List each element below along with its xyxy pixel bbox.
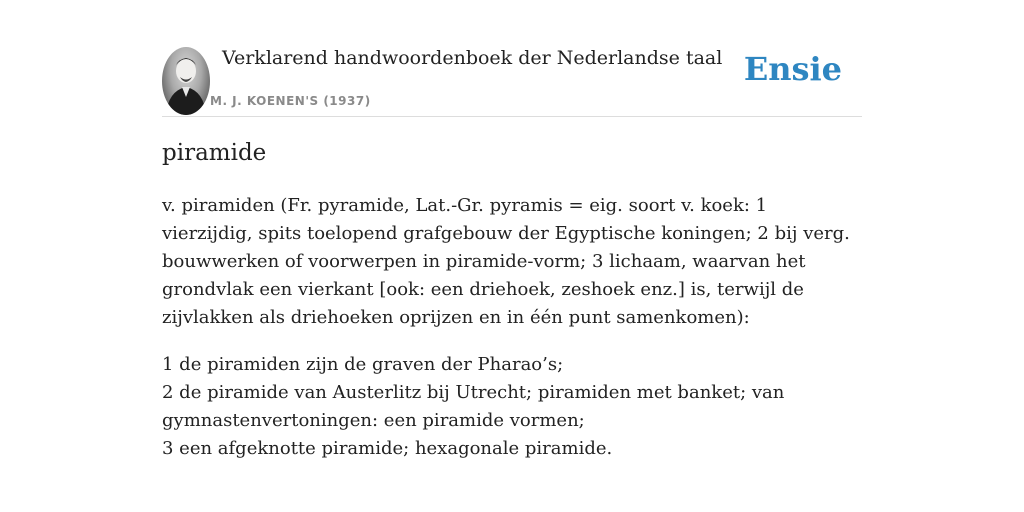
- author-portrait-icon: [162, 47, 210, 115]
- example-line: 2 de piramide van Austerlitz bij Utrecht; piramiden met banket; van gymnastenvertoningen: een piramide vormen;: [162, 382, 785, 431]
- example-line: 3 een afgeknotte piramide; hexagonale piramide.: [162, 438, 613, 459]
- entry-definition: v. piramiden (Fr. pyramide, Lat.-Gr. pyramis = eig. soort v. koek: 1 vierzijdig, spits toelopend grafgebouw der Egyptische koningen; 2 bij verg. bouwwerken of voorwerpen in piramide-vorm; 3 lichaam, waarvan het grondvlak een vierkant [ook: een driehoek, zeshoek enz.] is, terwijl de zijvlakken als driehoeken oprijzen en in één punt samenkomen):: [162, 195, 850, 328]
- example-line: 1 de piramiden zijn de graven der Pharao’s;: [162, 354, 564, 375]
- entry-headword: piramide: [162, 140, 267, 166]
- entry-examples: [162, 351, 862, 463]
- book-title: Verklarend handwoordenboek der Nederlandse taal: [222, 47, 723, 69]
- dictionary-header: [162, 40, 862, 117]
- author-source: M. J. KOENEN'S (1937): [210, 94, 371, 108]
- ensie-logo-link[interactable]: Ensie: [743, 50, 842, 88]
